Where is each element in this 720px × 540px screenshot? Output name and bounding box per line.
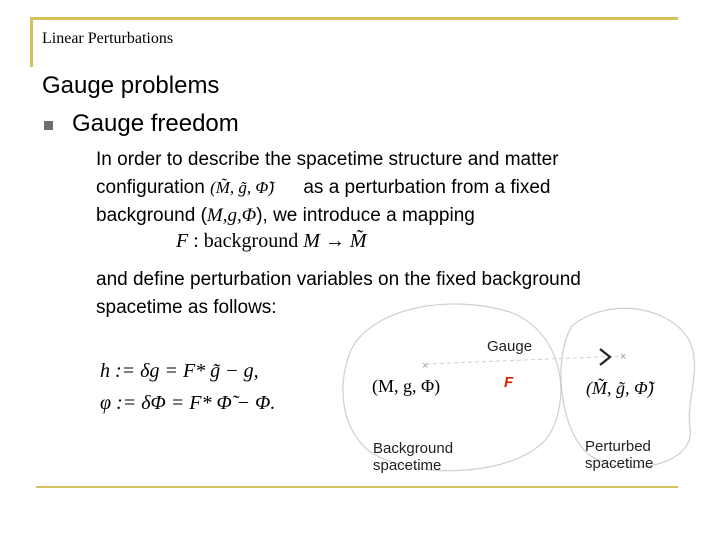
mapping-arrow: → — [319, 230, 350, 252]
bullet-subheading: Gauge freedom — [72, 110, 239, 137]
mapping-formula — [176, 230, 367, 253]
slide-heading: Gauge problems — [42, 72, 220, 99]
perturbed-caption-line-1: Perturbed — [585, 438, 651, 455]
background-math-inline: M,g,Φ — [206, 205, 257, 226]
gauge-label: Gauge — [487, 338, 533, 355]
square-bullet-icon — [44, 121, 53, 130]
mapping-colon: : background — [188, 230, 304, 252]
intro-line-2-text-after: as a perturbation from a fixed — [303, 177, 551, 198]
intro-line-3 — [96, 202, 559, 230]
intro-line-2-text: configuration — [96, 177, 205, 198]
intro-line-1: In order to describe the spacetime structure and matter — [96, 149, 559, 170]
mapping-to: M̃ — [349, 230, 367, 252]
perturbed-caption — [585, 438, 653, 472]
map-f-label: F — [504, 374, 514, 391]
intro-line-3-text-after: ), we introduce a mapping — [256, 205, 475, 226]
metric-perturbation-equation: h := δg = F* g̃ − g, — [100, 360, 259, 382]
mapping-from: M — [303, 230, 320, 252]
slide-header-title: Linear Perturbations — [42, 30, 174, 47]
background-caption — [373, 440, 453, 474]
intro-line-3-text: background ( — [96, 205, 207, 226]
background-caption-line-1: Background — [373, 440, 454, 457]
perturbed-config-math: (M̃, g̃, Φ̃) — [210, 178, 275, 197]
frame-bottom-rule — [36, 486, 678, 488]
definition-line-2: spacetime as follows: — [96, 297, 277, 318]
gauge-diagram — [340, 300, 700, 485]
perturbed-caption-line-2: spacetime — [585, 455, 654, 472]
matter-perturbation-equation: φ := δΦ = F* Φ̃ − Φ. — [100, 392, 276, 414]
gauge-arrow-line — [426, 356, 624, 364]
perturbed-point-mark: × — [620, 351, 627, 363]
perturbed-tuple: (M̃, g̃, Φ̃) — [586, 378, 654, 398]
frame-left-rule — [30, 17, 33, 67]
definition-line-1: and define perturbation variables on the fixed background — [96, 269, 581, 290]
mapping-lhs: F — [176, 230, 189, 252]
background-tuple: (M, g, Φ) — [372, 376, 441, 396]
background-point-mark: × — [422, 360, 429, 372]
intro-paragraph — [96, 146, 559, 230]
frame-top-rule — [30, 17, 678, 20]
background-caption-line-2: spacetime — [373, 457, 442, 474]
intro-line-2 — [96, 174, 559, 202]
